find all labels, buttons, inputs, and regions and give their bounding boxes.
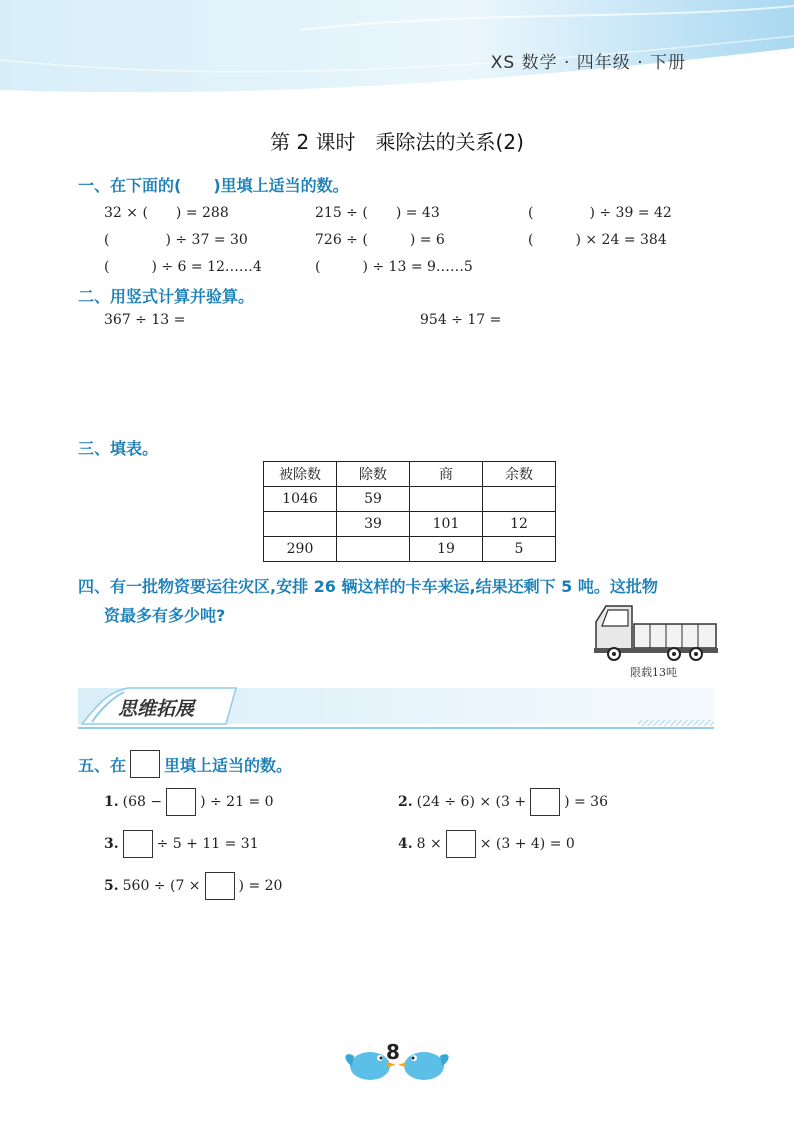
table-row [264,512,556,537]
s5-item-after: ) = 36 [564,794,609,810]
section4-line2: 资最多有多少吨? [104,606,226,625]
s5-item-4 [398,830,575,858]
truck-illustration [590,600,720,662]
table-cell: 59 [337,487,410,512]
s5-item-number: 5. [104,878,119,894]
answer-box[interactable] [530,788,560,816]
answer-box-icon [130,750,160,778]
table-cell: 1046 [264,487,337,512]
s5-item-after: × (3 + 4) = 0 [479,836,575,852]
table-cell: 19 [410,537,483,562]
table-cell [264,512,337,537]
section5-heading-prefix: 五、在 [78,755,127,775]
s5-item-3 [104,830,259,858]
table-cell [410,487,483,512]
table-header-cell: 除数 [337,462,410,487]
section2-heading: 二、用竖式计算并验算。 [78,287,255,306]
answer-box[interactable] [446,830,476,858]
table-cell: 39 [337,512,410,537]
s5-item-2 [398,788,608,816]
table-cell: 12 [483,512,556,537]
page-number: 8 [386,1040,400,1064]
section5-heading [78,750,292,778]
s5-item-after: ÷ 5 + 11 = 31 [156,836,259,852]
s5-item-before: 560 ÷ (7 × [122,878,201,894]
s5-item-1 [104,788,274,816]
s2-item-1: 367 ÷ 13 = [104,312,186,328]
lesson-title: 第 2 课时 乘除法的关系(2) [270,130,524,154]
fill-table [263,461,556,562]
truck-caption: 限载13吨 [630,666,677,679]
table-header-cell: 余数 [483,462,556,487]
s1-eq-3: ( ) ÷ 39 = 42 [528,205,672,221]
s5-item-before: 8 × [416,836,442,852]
table-cell: 101 [410,512,483,537]
s5-item-5 [104,872,282,900]
answer-box[interactable] [205,872,235,900]
section5-heading-suffix: 里填上适当的数。 [164,755,293,775]
book-title: XS 数学 · 四年级 · 下册 [490,53,686,73]
table-header-cell: 商 [410,462,483,487]
table-cell: 290 [264,537,337,562]
s5-item-number: 3. [104,836,119,852]
s1-eq-2: 215 ÷ ( ) = 43 [315,205,440,221]
s1-eq-8: ( ) ÷ 13 = 9……5 [315,259,473,275]
table-header-row [264,462,556,487]
s5-item-after: ) ÷ 21 = 0 [200,794,274,810]
s5-item-number: 4. [398,836,413,852]
table-row [264,537,556,562]
s5-item-before: (68 − [122,794,163,810]
s5-item-before: (24 ÷ 6) × (3 + [416,794,527,810]
s5-item-number: 1. [104,794,119,810]
s1-eq-4: ( ) ÷ 37 = 30 [104,232,248,248]
table-row [264,487,556,512]
section3-heading: 三、填表。 [78,439,159,458]
s1-eq-5: 726 ÷ ( ) = 6 [315,232,445,248]
table-header-cell: 被除数 [264,462,337,487]
table-cell [483,487,556,512]
s5-item-after: ) = 20 [238,878,283,894]
s1-eq-6: ( ) × 24 = 384 [528,232,667,248]
s2-item-2: 954 ÷ 17 = [420,312,502,328]
section1-heading: 一、在下面的( )里填上适当的数。 [78,176,349,195]
s5-item-number: 2. [398,794,413,810]
table-cell [337,537,410,562]
section4-line1: 四、有一批物资要运往灾区,安排 26 辆这样的卡车来运,结果还剩下 5 吨。这批物 [78,577,658,596]
answer-box[interactable] [123,830,153,858]
s1-eq-7: ( ) ÷ 6 = 12……4 [104,259,262,275]
banner-label: 思维拓展 [118,698,195,720]
answer-box[interactable] [166,788,196,816]
table-cell: 5 [483,537,556,562]
s1-eq-1: 32 × ( ) = 288 [104,205,229,221]
